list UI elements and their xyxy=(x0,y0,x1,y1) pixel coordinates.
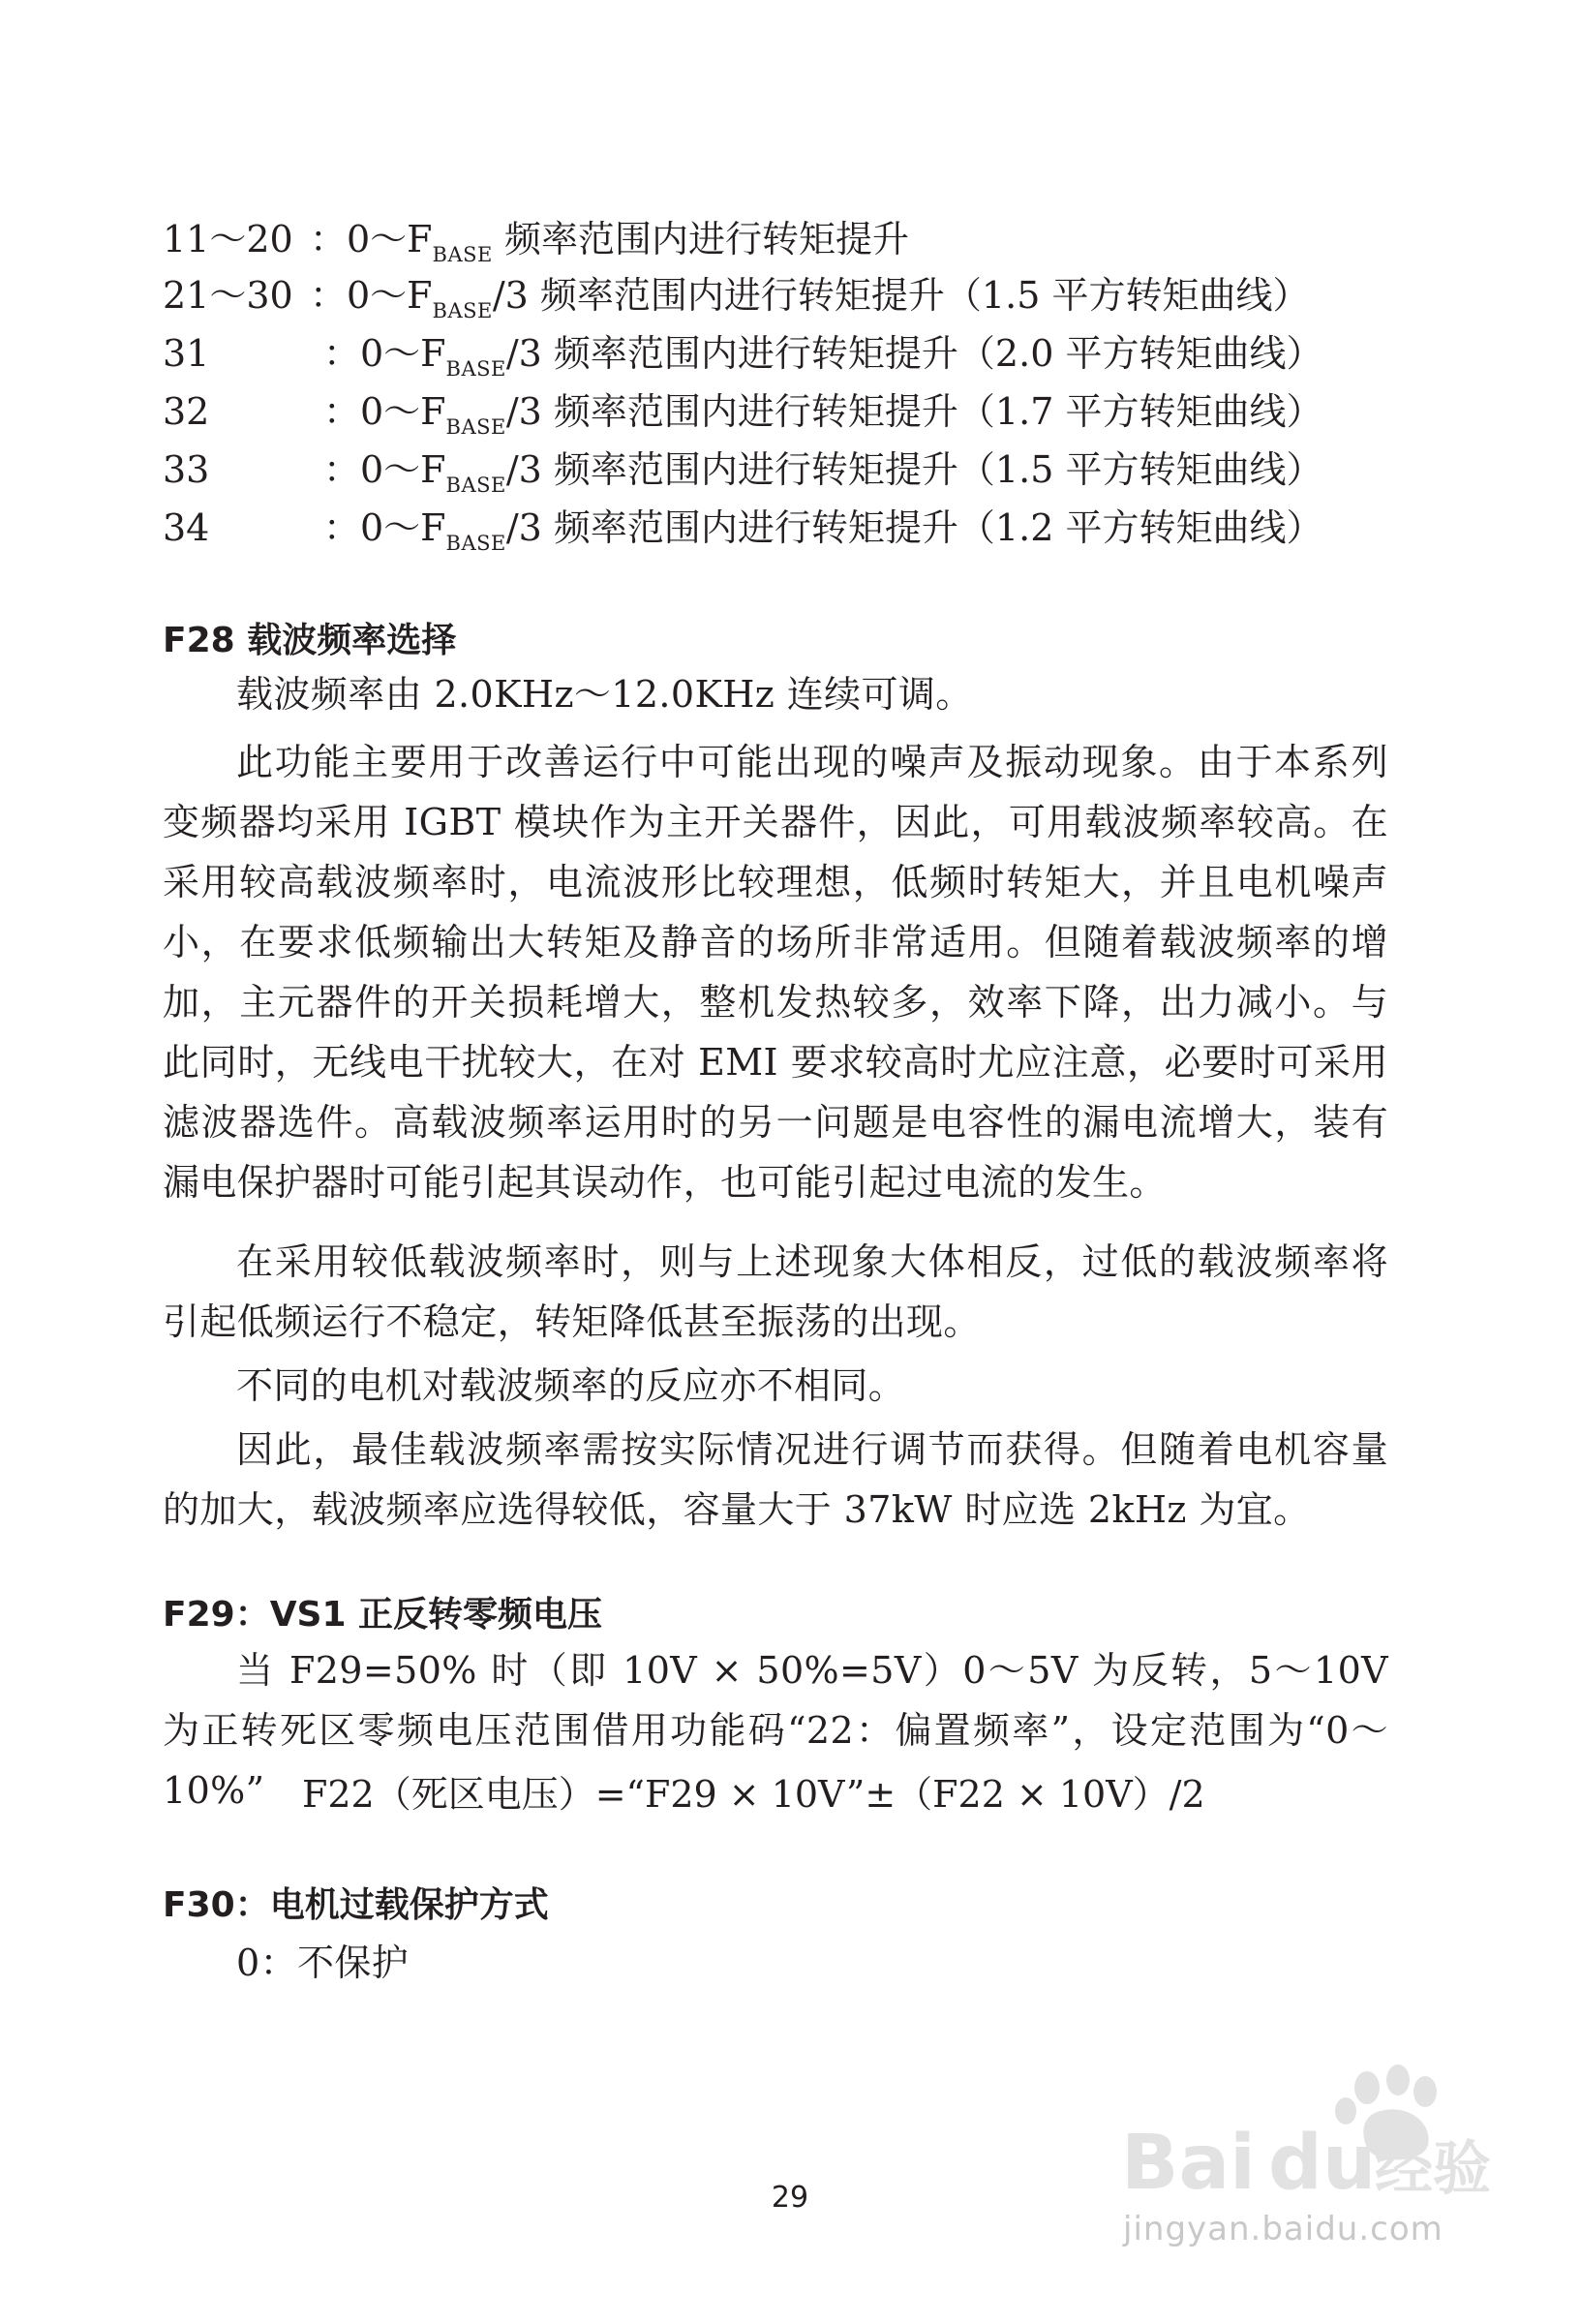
paragraph: 此功能主要用于改善运行中可能出现的噪声及振动现象。由于本系列变频器均采用 IGBT 模块作为主开关器件，因此，可用载波频率较高。在采用较高载波频率时，电流波形比较理想，低频时转矩大，并且电机噪声小，在要求低频输出大转矩及静音的场所非常适用。但随着载波频率的增加，主元器件的开关损耗增大，整机发热较多，效率下降，出力减小。与此同时，无线电干扰较大，在对 EMI 要求较高时尤应注意，必要时可采用滤波器选件。高载波频率运用时的另一问题是电容性的漏电流增大，装有漏电保护器时可能引起其误动作，也可能引起过电流的发生。 xyxy=(163,741,1388,1204)
curve-prefix: ：0～F xyxy=(310,274,433,317)
curve-code: 31 xyxy=(163,332,210,375)
svg-text:du: du xyxy=(1268,2120,1377,2207)
curve-subscript: BASE xyxy=(432,243,493,266)
curve-prefix: ：0～F xyxy=(323,506,446,549)
curve-subscript: BASE xyxy=(445,532,506,555)
curve-description: /3 频率范围内进行转矩提升（1.7 平方转矩曲线） xyxy=(505,390,1323,433)
curve-row-3 xyxy=(163,332,1323,381)
curve-subscript: BASE xyxy=(445,357,506,381)
svg-text:经验: 经验 xyxy=(1375,2135,1491,2203)
section-heading: F30：电机过载保护方式 xyxy=(163,1885,549,1925)
curve-description: /3 频率范围内进行转矩提升（1.5 平方转矩曲线） xyxy=(505,448,1323,491)
curve-row-2 xyxy=(163,274,1310,322)
curve-prefix: ：0～F xyxy=(310,218,433,260)
paragraph: 在采用较低载波频率时，则与上述现象大体相反，过低的载波频率将引起低频运行不稳定，转矩降低甚至振荡的出现。 xyxy=(163,1240,1388,1343)
curve-row-1 xyxy=(163,218,909,266)
curve-description: /3 频率范围内进行转矩提升（1.5 平方转矩曲线） xyxy=(492,274,1310,317)
curve-code: 11～20 xyxy=(163,218,293,260)
baidu-paw-watermark-icon xyxy=(1113,2063,1501,2208)
curve-prefix: ：0～F xyxy=(323,332,446,375)
curve-description: 频率范围内进行转矩提升 xyxy=(492,218,909,260)
svg-text:Bai: Bai xyxy=(1121,2120,1256,2207)
curve-row-4 xyxy=(163,390,1323,439)
page-number: 29 xyxy=(771,2181,809,2215)
watermark-url: jingyan.baidu.com xyxy=(1123,2210,1443,2248)
curve-prefix: ：0～F xyxy=(323,448,446,491)
section-heading: F28 载波频率选择 xyxy=(163,621,457,660)
paragraph: 载波频率由 2.0KHz～12.0KHz 连续可调。 xyxy=(236,673,973,716)
option-item: 0：不保护 xyxy=(236,1942,410,1984)
paragraph: 因此，最佳载波频率需按实际情况进行调节而获得。但随着电机容量的加大，载波频率应选得较低，容量大于 37kW 时应选 2kHz 为宜。 xyxy=(163,1428,1388,1531)
curve-subscript: BASE xyxy=(445,474,506,497)
paragraph: 当 F29=50% 时（即 10V × 50%=5V）0～5V 为反转，5～10V 为正转死区零频电压范围借用功能码“22：偏置频率”，设定范围为“0～10%” xyxy=(163,1649,1388,1812)
curve-code: 34 xyxy=(163,506,210,549)
curve-code: 21～30 xyxy=(163,274,293,317)
formula: F22（死区电压）=“F29 × 10V”±（F22 × 10V）/2 xyxy=(302,1773,1205,1816)
curve-subscript: BASE xyxy=(432,299,493,322)
curve-row-6 xyxy=(163,506,1323,555)
curve-row-5 xyxy=(163,448,1323,497)
paragraph: 不同的电机对载波频率的反应亦不相同。 xyxy=(236,1364,906,1407)
curve-subscript: BASE xyxy=(445,415,506,439)
curve-description: /3 频率范围内进行转矩提升（1.2 平方转矩曲线） xyxy=(505,506,1323,549)
curve-code: 32 xyxy=(163,390,210,433)
curve-prefix: ：0～F xyxy=(323,390,446,433)
curve-description: /3 频率范围内进行转矩提升（2.0 平方转矩曲线） xyxy=(505,332,1323,375)
curve-code: 33 xyxy=(163,448,210,491)
section-heading: F29：VS1 正反转零频电压 xyxy=(163,1595,603,1635)
